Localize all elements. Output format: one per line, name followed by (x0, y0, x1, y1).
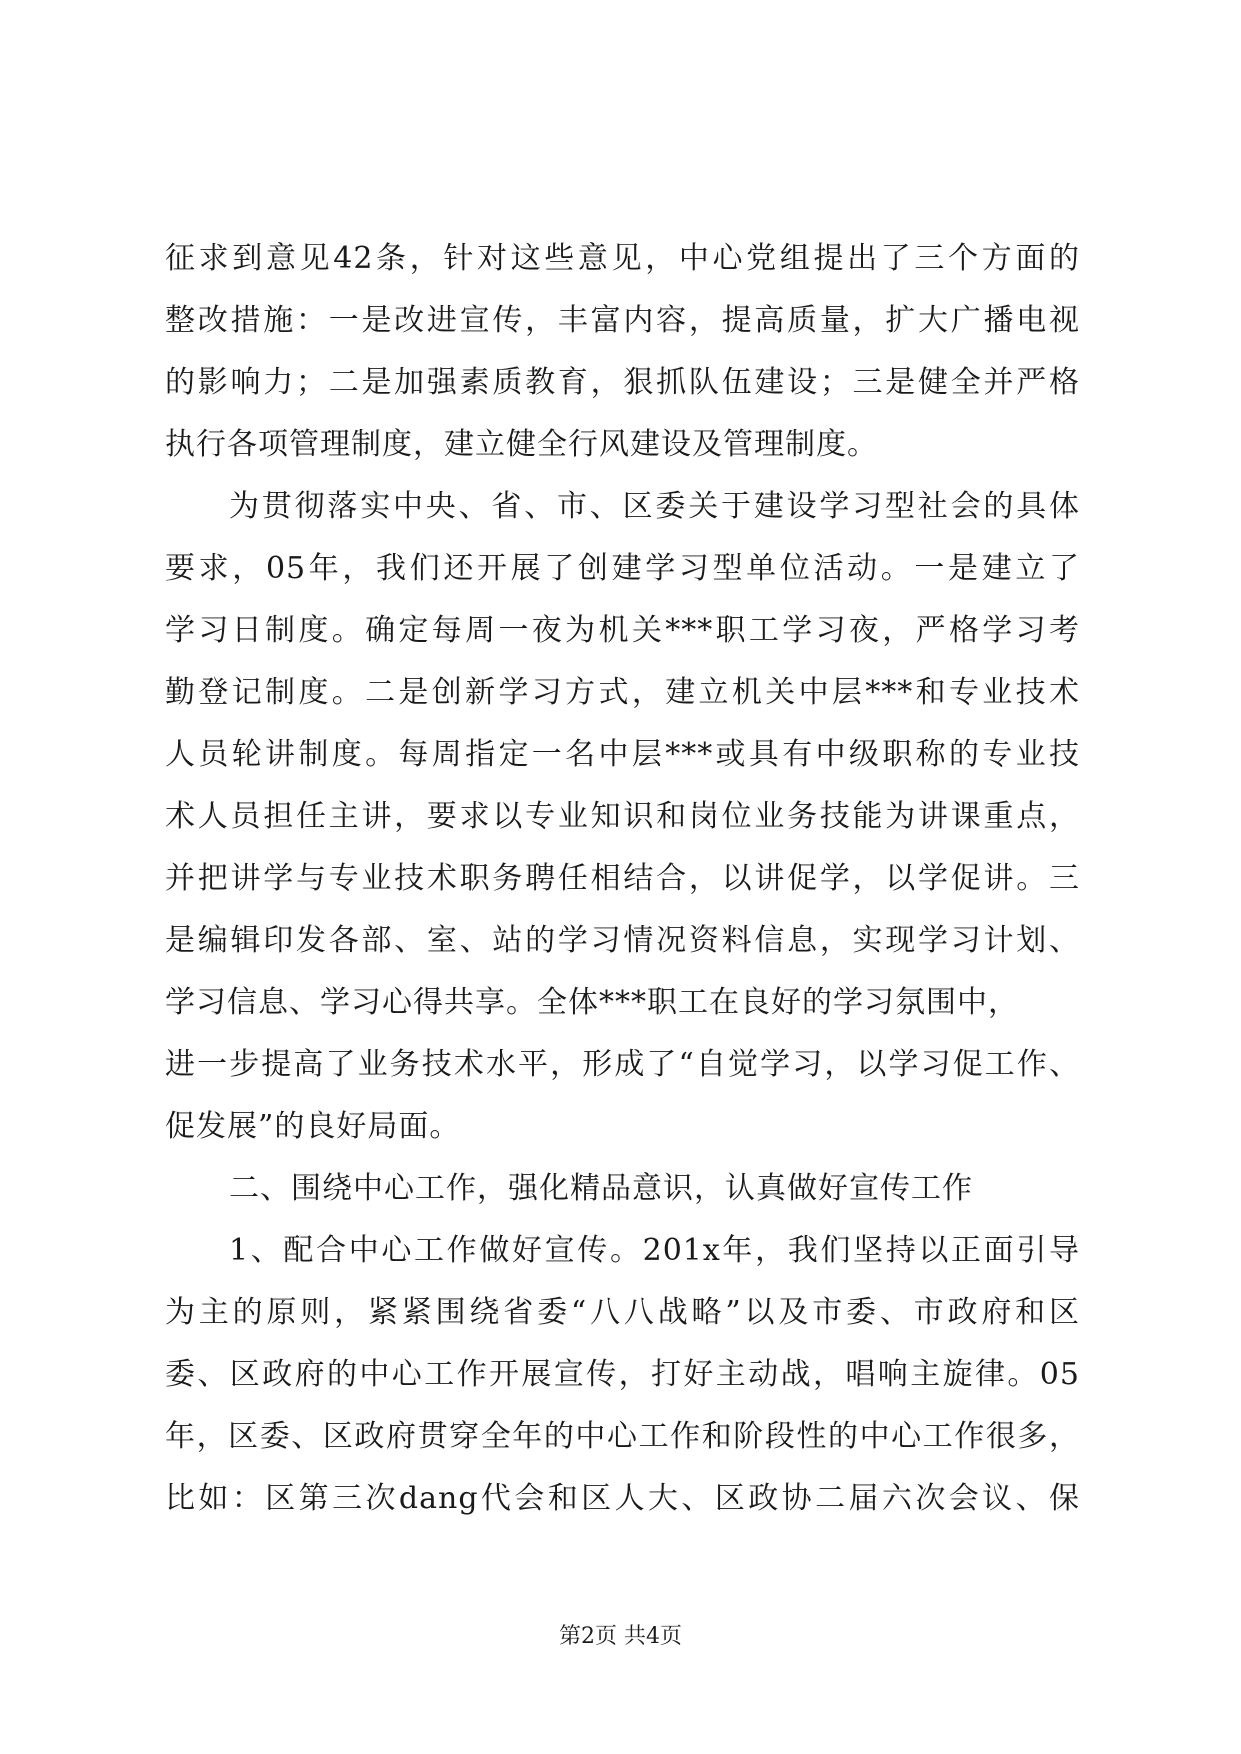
text-line: 促发展”的良好局面。 (165, 1109, 461, 1144)
text-line: 学习日制度。确定每周一夜为机关***职工学习夜，严格学习考 (165, 613, 1080, 648)
paragraph (165, 228, 1080, 476)
text-line: 勤登记制度。二是创新学习方式，建立机关中层***和专业技术 (165, 675, 1080, 710)
section-heading (165, 1158, 1080, 1220)
text-line: 征求到意见42条，针对这些意见，中心党组提出了三个方面的 (165, 241, 1080, 276)
text-line: 二、围绕中心工作，强化精品意识，认真做好宣传工作 (229, 1171, 973, 1206)
paragraph (165, 476, 1080, 1158)
text-line: 整改措施：一是改进宣传，丰富内容，提高质量，扩大广播电视 (165, 303, 1080, 338)
text-line: 为主的原则，紧紧围绕省委“八八战略”以及市委、市政府和区 (165, 1295, 1080, 1330)
text-line: 为贯彻落实中央、省、市、区委关于建设学习型社会的具体 (229, 489, 1080, 524)
text-line: 是编辑印发各部、室、站的学习情况资料信息，实现学习计划、 (165, 923, 1080, 958)
text-line: 1、配合中心工作做好宣传。201x年，我们坚持以正面引导 (229, 1233, 1080, 1268)
document-body (165, 228, 1080, 1530)
text-line: 比如：区第三次dang代会和区人大、区政协二届六次会议、保 (165, 1481, 1080, 1516)
text-line: 年，区委、区政府贯穿全年的中心工作和阶段性的中心工作很多， (165, 1419, 1080, 1454)
text-line: 要求，05年，我们还开展了创建学习型单位活动。一是建立了 (165, 551, 1080, 586)
text-line: 的影响力；二是加强素质教育，狠抓队伍建设；三是健全并严格 (165, 365, 1080, 400)
text-line: 学习信息、学习心得共享。全体***职工在良好的学习氛围中， (165, 985, 1019, 1020)
text-line: 人员轮讲制度。每周指定一名中层***或具有中级职称的专业技 (165, 737, 1080, 772)
text-line: 术人员担任主讲，要求以专业知识和岗位业务技能为讲课重点， (165, 799, 1080, 834)
paragraph (165, 1220, 1080, 1530)
text-line: 进一步提高了业务技术水平，形成了“自觉学习，以学习促工作、 (165, 1047, 1080, 1082)
text-line: 并把讲学与专业技术职务聘任相结合，以讲促学，以学促讲。三 (165, 861, 1080, 896)
page-number-footer: 第2页 共4页 (559, 1624, 682, 1649)
text-line: 委、区政府的中心工作开展宣传，打好主动战，唱响主旋律。05 (165, 1357, 1080, 1392)
text-line: 执行各项管理制度，建立健全行风建设及管理制度。 (165, 427, 878, 462)
